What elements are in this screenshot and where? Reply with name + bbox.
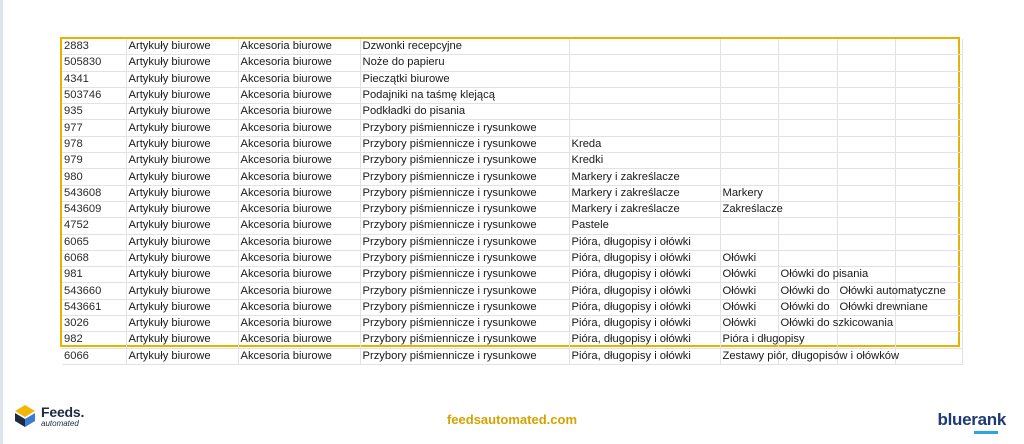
table-cell[interactable] (837, 218, 895, 234)
table-cell[interactable]: 4752 (62, 218, 126, 234)
table-cell[interactable]: Zestawy piór, długopisów i ołówków (720, 348, 778, 364)
table-cell[interactable]: Przybory piśmiennicze i rysunkowe (360, 283, 569, 299)
table-row (62, 153, 962, 169)
table-row (62, 267, 962, 283)
table-cell[interactable] (895, 250, 962, 266)
table-cell[interactable]: Przybory piśmiennicze i rysunkowe (360, 185, 569, 201)
table-cell[interactable] (837, 87, 895, 103)
table-cell[interactable]: Przybory piśmiennicze i rysunkowe (360, 136, 569, 152)
table-cell[interactable]: Przybory piśmiennicze i rysunkowe (360, 153, 569, 169)
table-cell[interactable]: 6065 (62, 234, 126, 250)
table-cell[interactable] (895, 316, 962, 332)
taxonomy-table (62, 39, 963, 365)
table-cell[interactable]: Markery i zakreślacze (569, 201, 720, 217)
table-cell[interactable]: Akcesoria biurowe (238, 120, 360, 136)
table-cell[interactable] (720, 218, 778, 234)
table-cell[interactable]: Artykuły biurowe (126, 332, 238, 348)
table-cell[interactable]: Ołówki do (778, 283, 837, 299)
table-row (62, 104, 962, 120)
table-row (62, 348, 962, 364)
table-cell[interactable] (837, 234, 895, 250)
table-cell[interactable] (778, 87, 837, 103)
table-cell[interactable]: Przybory piśmiennicze i rysunkowe (360, 316, 569, 332)
table-cell[interactable]: 503746 (62, 87, 126, 103)
table-cell[interactable]: Artykuły biurowe (126, 39, 238, 55)
table-cell[interactable] (895, 201, 962, 217)
table-cell[interactable] (895, 104, 962, 120)
table-row (62, 87, 962, 103)
table-cell[interactable] (895, 87, 962, 103)
table-cell[interactable]: Akcesoria biurowe (238, 87, 360, 103)
table-cell[interactable]: 543609 (62, 201, 126, 217)
table-cell[interactable]: Artykuły biurowe (126, 104, 238, 120)
table-cell[interactable] (720, 55, 778, 71)
table-cell[interactable]: Artykuły biurowe (126, 153, 238, 169)
table-cell[interactable]: 505830 (62, 55, 126, 71)
table-cell[interactable]: Przybory piśmiennicze i rysunkowe (360, 201, 569, 217)
table-cell[interactable]: Artykuły biurowe (126, 250, 238, 266)
table-cell[interactable] (837, 332, 895, 348)
table-cell[interactable]: 980 (62, 169, 126, 185)
table-row (62, 185, 962, 201)
table-cell[interactable]: Akcesoria biurowe (238, 267, 360, 283)
table-row (62, 201, 962, 217)
table-cell[interactable] (778, 218, 837, 234)
table-cell[interactable] (720, 120, 778, 136)
table-cell[interactable] (720, 153, 778, 169)
table-cell[interactable] (895, 71, 962, 87)
table-cell[interactable]: Akcesoria biurowe (238, 153, 360, 169)
table-cell[interactable]: Artykuły biurowe (126, 55, 238, 71)
table-cell[interactable]: Pióra, długopisy i ołówki (569, 332, 720, 348)
table-cell[interactable] (720, 87, 778, 103)
table-cell[interactable] (895, 169, 962, 185)
table-cell[interactable]: Przybory piśmiennicze i rysunkowe (360, 348, 569, 364)
table-cell[interactable] (720, 71, 778, 87)
table-cell[interactable]: Pióra, długopisy i ołówki (569, 316, 720, 332)
table-cell[interactable]: Ołówki (720, 283, 778, 299)
table-row (62, 316, 962, 332)
left-edge-rule (0, 0, 3, 444)
table-cell[interactable] (837, 169, 895, 185)
table-cell[interactable] (837, 201, 895, 217)
table-cell[interactable]: Pióra, długopisy i ołówki (569, 250, 720, 266)
table-cell[interactable]: Ołówki do (778, 299, 837, 315)
table-cell[interactable]: Artykuły biurowe (126, 348, 238, 364)
table-cell[interactable]: Ołówki do pisania (778, 267, 837, 283)
table-cell[interactable] (778, 169, 837, 185)
table-cell[interactable] (720, 136, 778, 152)
table-cell[interactable]: Pióra, długopisy i ołówki (569, 267, 720, 283)
table-cell[interactable]: Markery i zakreślacze (569, 185, 720, 201)
table-row (62, 169, 962, 185)
table-cell[interactable]: Pieczątki biurowe (360, 71, 569, 87)
table-cell[interactable] (569, 104, 720, 120)
table-cell[interactable] (895, 153, 962, 169)
table-cell[interactable]: Podajniki na taśmę klejącą (360, 87, 569, 103)
table-cell[interactable]: Akcesoria biurowe (238, 71, 360, 87)
table-row (62, 218, 962, 234)
table-cell[interactable]: Pióra, długopisy i ołówki (569, 283, 720, 299)
table-cell[interactable] (569, 39, 720, 55)
table-cell[interactable]: 6068 (62, 250, 126, 266)
table-cell[interactable]: Ołówki (720, 316, 778, 332)
table-cell[interactable]: Artykuły biurowe (126, 299, 238, 315)
table-cell[interactable]: Ołówki automatyczne (837, 283, 895, 299)
table-cell[interactable]: Artykuły biurowe (126, 316, 238, 332)
table-cell[interactable] (895, 136, 962, 152)
table-cell[interactable]: 979 (62, 153, 126, 169)
table-cell[interactable]: 978 (62, 136, 126, 152)
table-cell[interactable]: Artykuły biurowe (126, 169, 238, 185)
table-cell[interactable]: Akcesoria biurowe (238, 348, 360, 364)
table-cell[interactable]: 981 (62, 267, 126, 283)
bluerank-accent-bar (974, 431, 998, 434)
table-cell[interactable] (569, 87, 720, 103)
table-cell[interactable]: Pióra i długopisy (720, 332, 778, 348)
table-cell[interactable]: Artykuły biurowe (126, 201, 238, 217)
spreadsheet-frame (60, 37, 960, 362)
table-cell[interactable]: Akcesoria biurowe (238, 316, 360, 332)
table-cell[interactable]: Ołówki do szkicowania (778, 316, 837, 332)
table-cell[interactable]: Pastele (569, 218, 720, 234)
bluerank-brand-name: bluerank (937, 410, 1006, 429)
feeds-brand-name: Feeds. (41, 403, 85, 420)
table-cell[interactable]: Artykuły biurowe (126, 218, 238, 234)
table-cell[interactable] (895, 120, 962, 136)
table-row (62, 299, 962, 315)
table-cell[interactable] (720, 104, 778, 120)
table-cell[interactable] (895, 185, 962, 201)
table-cell[interactable] (837, 136, 895, 152)
table-cell[interactable]: Noże do papieru (360, 55, 569, 71)
table-cell[interactable] (720, 39, 778, 55)
table-cell[interactable] (895, 332, 962, 348)
table-cell[interactable]: Pióra, długopisy i ołówki (569, 348, 720, 364)
table-cell[interactable] (569, 71, 720, 87)
table-cell[interactable] (837, 250, 895, 266)
table-cell[interactable] (837, 120, 895, 136)
table-cell[interactable]: Pióra, długopisy i ołówki (569, 299, 720, 315)
table-cell[interactable]: Kreda (569, 136, 720, 152)
table-cell[interactable] (895, 218, 962, 234)
table-cell[interactable]: Markery (720, 185, 778, 201)
table-cell[interactable]: Przybory piśmiennicze i rysunkowe (360, 169, 569, 185)
table-cell[interactable] (895, 39, 962, 55)
table-cell[interactable]: Artykuły biurowe (126, 136, 238, 152)
table-cell[interactable]: Artykuły biurowe (126, 283, 238, 299)
table-cell[interactable]: Przybory piśmiennicze i rysunkowe (360, 332, 569, 348)
table-row (62, 250, 962, 266)
table-cell[interactable] (778, 153, 837, 169)
table-row (62, 120, 962, 136)
table-cell[interactable]: Akcesoria biurowe (238, 201, 360, 217)
table-cell[interactable] (720, 234, 778, 250)
table-cell[interactable]: Pióra, długopisy i ołówki (569, 234, 720, 250)
table-cell[interactable]: 6066 (62, 348, 126, 364)
table-cell[interactable]: Akcesoria biurowe (238, 250, 360, 266)
table-cell[interactable]: Przybory piśmiennicze i rysunkowe (360, 120, 569, 136)
table-row (62, 39, 962, 55)
table-cell[interactable] (569, 120, 720, 136)
table-cell[interactable] (778, 250, 837, 266)
table-cell[interactable] (778, 136, 837, 152)
table-cell[interactable]: Artykuły biurowe (126, 185, 238, 201)
table-cell[interactable]: 543608 (62, 185, 126, 201)
table-cell[interactable]: Akcesoria biurowe (238, 185, 360, 201)
table-cell[interactable]: Ołówki (720, 250, 778, 266)
table-cell[interactable]: Artykuły biurowe (126, 267, 238, 283)
table-cell[interactable]: Artykuły biurowe (126, 87, 238, 103)
table-cell[interactable]: Ołówki (720, 267, 778, 283)
table-cell[interactable] (778, 120, 837, 136)
table-cell[interactable]: 977 (62, 120, 126, 136)
bluerank-logo (938, 410, 1006, 434)
table-cell[interactable]: Podkładki do pisania (360, 104, 569, 120)
table-row (62, 283, 962, 299)
table-cell[interactable] (778, 185, 837, 201)
table-cell[interactable]: Akcesoria biurowe (238, 332, 360, 348)
table-cell[interactable]: Kredki (569, 153, 720, 169)
table-cell[interactable]: Akcesoria biurowe (238, 283, 360, 299)
table-cell[interactable]: 935 (62, 104, 126, 120)
table-cell[interactable]: Przybory piśmiennicze i rysunkowe (360, 267, 569, 283)
table-cell[interactable]: Ołówki (720, 299, 778, 315)
table-cell[interactable] (837, 55, 895, 71)
table-cell[interactable]: Ołówki drewniane (837, 299, 895, 315)
table-cell[interactable]: 543661 (62, 299, 126, 315)
table-cell[interactable] (720, 169, 778, 185)
table-row (62, 55, 962, 71)
feeds-brand-sub: automated (41, 418, 79, 428)
table-row (62, 71, 962, 87)
table-cell[interactable] (895, 234, 962, 250)
table-cell[interactable]: Markery i zakreślacze (569, 169, 720, 185)
table-cell[interactable] (837, 185, 895, 201)
table-cell[interactable]: Akcesoria biurowe (238, 136, 360, 152)
table-cell[interactable]: Akcesoria biurowe (238, 39, 360, 55)
table-cell[interactable]: Artykuły biurowe (126, 234, 238, 250)
table-cell[interactable]: 4341 (62, 71, 126, 87)
table-cell[interactable]: Artykuły biurowe (126, 71, 238, 87)
table-cell[interactable] (895, 55, 962, 71)
table-cell[interactable] (569, 55, 720, 71)
table-cell[interactable] (778, 39, 837, 55)
table-cell[interactable]: Akcesoria biurowe (238, 169, 360, 185)
table-cell[interactable]: Artykuły biurowe (126, 120, 238, 136)
table-cell[interactable]: Przybory piśmiennicze i rysunkowe (360, 218, 569, 234)
table-cell[interactable] (837, 104, 895, 120)
table-cell[interactable]: Przybory piśmiennicze i rysunkowe (360, 250, 569, 266)
table-cell[interactable] (895, 267, 962, 283)
table-cell[interactable]: Dzwonki recepcyjne (360, 39, 569, 55)
table-cell[interactable]: 2883 (62, 39, 126, 55)
table-cell[interactable]: Akcesoria biurowe (238, 234, 360, 250)
table-cell[interactable]: Zakreślacze (720, 201, 778, 217)
table-row (62, 234, 962, 250)
table-cell[interactable]: 3026 (62, 316, 126, 332)
table-cell[interactable]: Przybory piśmiennicze i rysunkowe (360, 299, 569, 315)
table-cell[interactable] (778, 234, 837, 250)
table-cell[interactable] (778, 104, 837, 120)
table-cell[interactable]: Akcesoria biurowe (238, 55, 360, 71)
table-cell[interactable] (837, 39, 895, 55)
table-cell[interactable] (837, 153, 895, 169)
table-cell[interactable] (778, 55, 837, 71)
table-cell[interactable]: 982 (62, 332, 126, 348)
table-cell[interactable] (778, 71, 837, 87)
table-cell[interactable]: Akcesoria biurowe (238, 104, 360, 120)
table-cell[interactable] (778, 201, 837, 217)
table-row (62, 332, 962, 348)
table-cell[interactable]: Akcesoria biurowe (238, 299, 360, 315)
table-cell[interactable] (837, 71, 895, 87)
table-row (62, 136, 962, 152)
table-cell[interactable] (895, 348, 962, 364)
table-cell[interactable]: Przybory piśmiennicze i rysunkowe (360, 234, 569, 250)
footer-url: feedsautomated.com (446, 412, 578, 427)
table-cell[interactable]: Akcesoria biurowe (238, 218, 360, 234)
table-cell[interactable]: 543660 (62, 283, 126, 299)
